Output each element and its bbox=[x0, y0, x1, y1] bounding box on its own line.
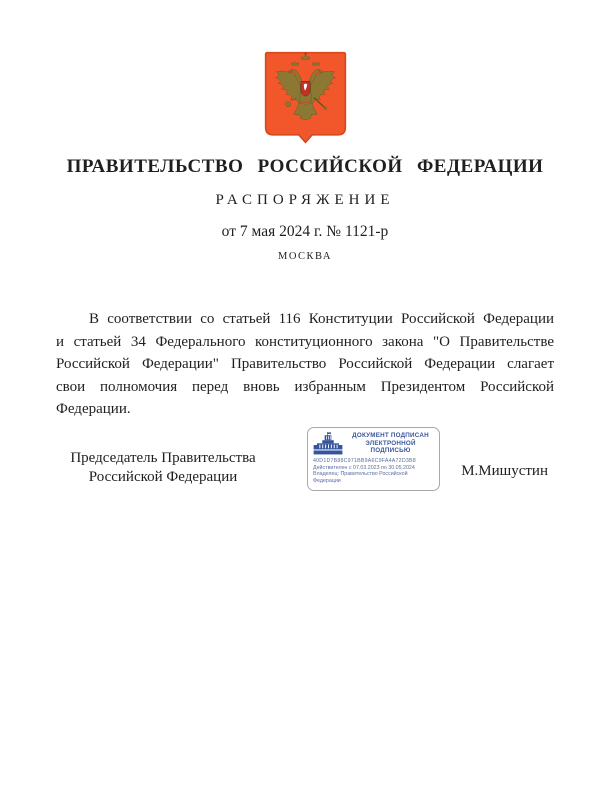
signer-title-line2: Российской Федерации bbox=[88, 468, 238, 485]
body-line: В соответствии со статьей 116 Конституции Российской Федерации bbox=[89, 311, 554, 327]
certificate-number: 40D1D7B88C971BB9A6C9FA4A72D3B8 bbox=[313, 458, 416, 464]
date-and-number-line: от 7 мая 2024 г. № 1121-р bbox=[221, 223, 389, 240]
body-line: Российской Федерации" Правительство Российской Федерации слагает bbox=[56, 356, 554, 372]
body-line: Федерации. bbox=[56, 401, 131, 417]
coat-of-arms bbox=[264, 51, 347, 144]
signer-title-line1: Председатель Правительства bbox=[70, 450, 256, 466]
signature-block bbox=[0, 425, 610, 505]
stamp-header bbox=[313, 432, 434, 455]
e-signature-stamp bbox=[307, 427, 440, 491]
document-type-title: РАСПОРЯЖЕНИЕ bbox=[215, 192, 395, 208]
stamp-details bbox=[313, 458, 434, 484]
city-label: МОСКВА bbox=[278, 251, 332, 262]
signer-name: М.Мишустин bbox=[461, 463, 548, 479]
coat-of-arms-graphic bbox=[264, 51, 347, 144]
stamp-title-line2: ЭЛЕКТРОННОЙ ПОДПИСЬЮ bbox=[365, 439, 416, 455]
stamp-title bbox=[347, 432, 434, 454]
signer-title bbox=[66, 449, 260, 486]
body-line: и статьей 34 Федерального конституционного закона "О Правительстве bbox=[56, 333, 554, 350]
body-line: свои полномочия перед вновь избранным Президентом Российской bbox=[56, 378, 554, 395]
stamp-title-line1: ДОКУМЕНТ ПОДПИСАН bbox=[352, 432, 429, 440]
government-building-icon bbox=[313, 432, 343, 455]
organization-title: ПРАВИТЕЛЬСТВО РОССИЙСКОЙ ФЕДЕРАЦИИ bbox=[66, 156, 544, 177]
validity-period: Действителен с 07.03.2023 по 30.05.2024 bbox=[313, 464, 415, 471]
certificate-owner: Владелец: Правительство Российской Федерации bbox=[313, 471, 408, 484]
body-paragraph bbox=[56, 308, 554, 421]
